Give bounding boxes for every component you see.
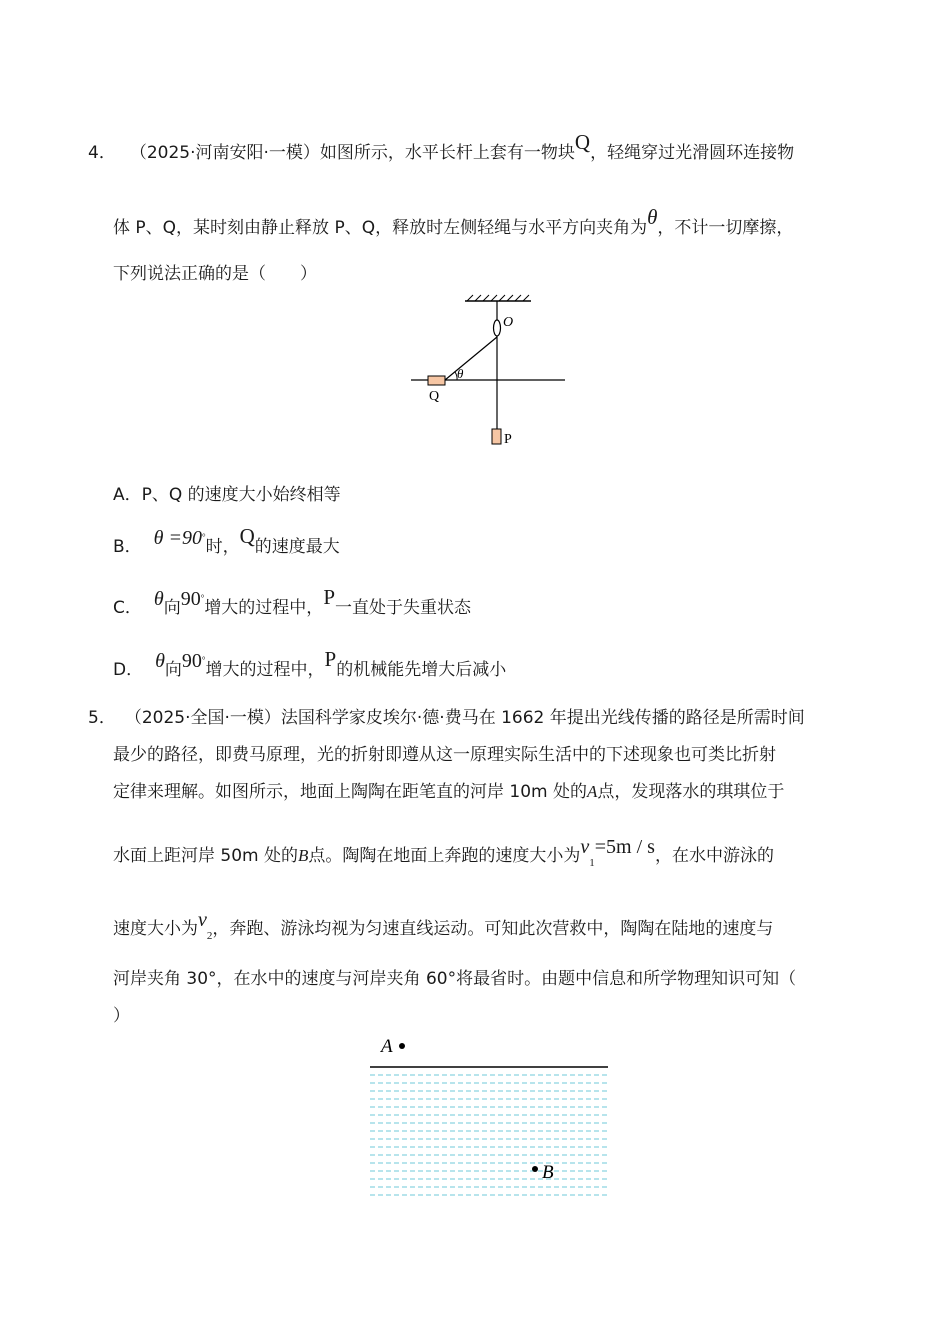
water-lines: [370, 1075, 608, 1195]
q5-line-3: [113, 780, 784, 804]
math-P: P: [324, 647, 337, 671]
label-A: A: [381, 1036, 393, 1057]
option-text: P、Q 的速度大小始终相等: [141, 485, 341, 505]
math-theta: θ: [155, 650, 165, 672]
option-text: 增大的过程中，: [204, 598, 324, 618]
math-v: v: [198, 909, 207, 931]
q5-text: ，在水中游泳的: [654, 846, 774, 866]
q5-text: 点，发现落水的琪琪位于: [597, 782, 785, 802]
q4-number: 4．: [88, 143, 116, 163]
degree-sign: °: [201, 655, 206, 665]
q5-text: 速度大小为: [113, 919, 198, 939]
q5-text: 定律来理解。如图所示，地面上陶陶在距笔直的河岸 10m 处的: [113, 782, 587, 802]
point-B-ref: B: [298, 846, 309, 865]
math-90: 90: [181, 650, 202, 672]
q5-text: （2025·全国·一模）法国科学家皮埃尔·德·费马在 1662 年提出光线传播的路径是所需时间: [124, 708, 805, 728]
q5-line-5: [113, 909, 774, 943]
option-text: 向: [164, 660, 182, 680]
math-v: v: [580, 836, 590, 858]
option-text: 时，: [205, 537, 240, 557]
option-label: D．: [113, 660, 144, 680]
q4-option-A[interactable]: [113, 483, 341, 507]
q5-line-6: [113, 967, 796, 991]
q5-line-1: [88, 706, 805, 730]
math-P: P: [323, 585, 335, 609]
option-text: 的机械能先增大后减小: [336, 660, 507, 680]
option-text: 一直处于失重状态: [335, 598, 471, 618]
degree-sign: °: [200, 593, 205, 603]
point-A: [399, 1043, 405, 1049]
math-v1-value: =5m / s: [594, 836, 655, 858]
math-subscript-1: 1: [589, 857, 595, 869]
block-Q: [428, 376, 445, 385]
rope-to-Q: [445, 337, 497, 380]
q4-text: 体 P、Q，某时刻由静止释放 P、Q，释放时左侧轻绳与水平方向夹角为: [113, 218, 648, 238]
q4-option-D[interactable]: [113, 647, 507, 682]
option-text: 的速度最大: [254, 537, 340, 557]
q4-source: （2025·河南安阳·一模）: [129, 143, 320, 163]
q5-text: 河岸夹角 30°，在水中的速度与河岸夹角 60°将最省时。由题中信息和所学物理知识可知（: [113, 969, 797, 989]
option-text: 增大的过程中，: [205, 660, 325, 680]
label-B: B: [542, 1162, 554, 1183]
ring: [494, 320, 501, 336]
q4-option-C[interactable]: [113, 585, 471, 620]
math-Q: Q: [239, 524, 255, 548]
ceiling-hatch: [467, 295, 529, 301]
q5-text: ，奔跑、游泳均视为匀速直线运动。可知此次营救中，陶陶在陆地的速度与: [212, 919, 774, 939]
q5-line-2: [113, 743, 776, 767]
option-text: 向: [163, 598, 181, 618]
math-theta: θ: [153, 588, 164, 610]
q4-figure: [405, 292, 575, 452]
q4-option-B[interactable]: [113, 524, 340, 559]
label-P: P: [504, 432, 512, 447]
option-label: C．: [113, 598, 142, 618]
degree-sign: °: [202, 532, 206, 542]
q5-text: 最少的路径，即费马原理，光的折射即遵从这一原理实际生活中的下述现象也可类比折射: [113, 745, 776, 765]
q4-line-3: [113, 262, 317, 286]
point-A-ref: A: [587, 782, 598, 801]
math-subscript-2: 2: [206, 930, 213, 942]
math-90: 90: [180, 588, 201, 610]
q4-text: 下列说法正确的是（ ）: [113, 264, 317, 284]
block-P: [492, 429, 501, 444]
label-Q: Q: [429, 389, 440, 404]
label-O: O: [503, 315, 514, 330]
q5-text: 点。陶陶在地面上奔跑的速度大小为: [308, 846, 581, 866]
q4-line-2: [113, 205, 794, 240]
q4-line-1: [88, 130, 795, 165]
option-label: A．: [113, 485, 142, 505]
q4-text: ，轻绳穿过光滑圆环连接物: [590, 143, 795, 163]
point-B: [532, 1166, 538, 1172]
q5-line-7: [113, 1004, 130, 1028]
q5-line-4: [113, 836, 774, 870]
math-theta-90: θ =90: [153, 527, 202, 549]
q4-text: ，不计一切摩擦，: [657, 218, 794, 238]
q5-figure: [365, 1030, 615, 1200]
label-theta: θ: [457, 366, 464, 381]
option-label: B．: [113, 537, 142, 557]
q4-text: 如图所示，水平长杆上套有一物块: [319, 143, 575, 163]
q5-number: 5．: [88, 708, 116, 728]
q5-text: 水面上距河岸 50m 处的: [113, 846, 298, 866]
q4-math-Q: Q: [574, 130, 591, 154]
q4-math-theta: θ: [647, 205, 658, 229]
q5-text: ）: [113, 1006, 130, 1026]
